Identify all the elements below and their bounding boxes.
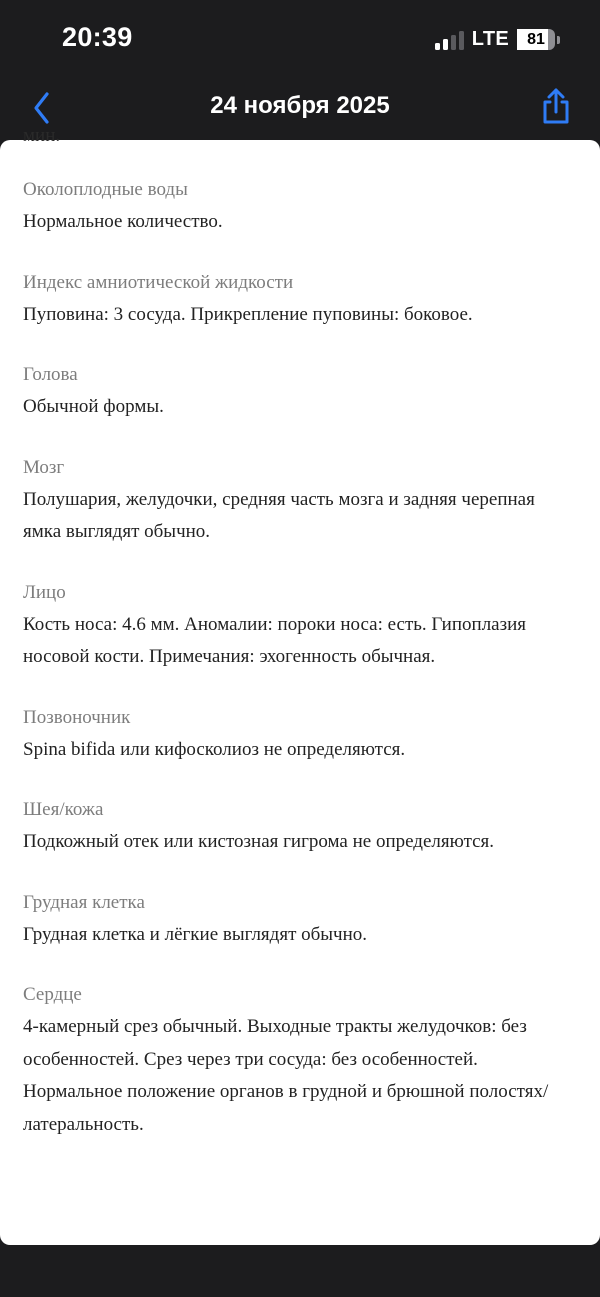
report-content [23, 120, 570, 1169]
section-value: Кость носа: 4.6 мм. Аномалии: пороки носа: есть. Гипоплазия носовой кости. Примечания: эхогенность обычная. [23, 613, 527, 667]
page-title: 24 ноября 2025 [210, 92, 390, 119]
section-value: Нормальное количество. [23, 211, 223, 232]
section-head [23, 359, 570, 424]
section-label: Сердце [23, 984, 82, 1005]
section-value: Подкожный отек или кистозная гигрома не определяются. [23, 831, 495, 852]
section-value: Пуповина: 3 сосуда. Прикрепление пуповины: боковое. [23, 303, 473, 325]
section-label: Околоплодные воды [23, 179, 188, 200]
section-value: 4-камерный срез обычный. Выходные тракты желудочков: без особенностей. Срез через три сосуда: без особенностей. Нормальное положение органов в грудной и брюшной полостях/латеральность. [23, 1016, 549, 1135]
section-label: Индекс амниотической жидкости [23, 271, 294, 293]
section-value: Spina bifida или кифосколиоз не определяются. [23, 738, 406, 760]
section-label: Позвоночник [23, 706, 131, 728]
section-label: Лицо [23, 581, 66, 603]
section-label: Мозг [23, 456, 65, 478]
section-spine [23, 702, 570, 767]
status-time: 20:39 [62, 22, 133, 52]
section-value: Обычной формы. [23, 396, 164, 417]
battery-level: 81 [527, 30, 545, 48]
section-heart [23, 979, 570, 1141]
section-label: Грудная клетка [23, 891, 145, 913]
section-neck-skin [23, 794, 570, 859]
section-amniotic-fluid [23, 174, 570, 239]
status-bar [0, 0, 600, 80]
section-amniotic-index [23, 267, 570, 332]
truncated-text: мин. [23, 125, 61, 146]
cellular-signal-icon [435, 30, 464, 50]
section-value: Грудная клетка и лёгкие выглядят обычно. [23, 923, 368, 945]
section-label: Голова [23, 364, 78, 385]
section-chest [23, 887, 570, 952]
section-face [23, 577, 570, 674]
battery-icon [517, 29, 560, 50]
network-type: LTE [471, 28, 509, 50]
status-indicators [435, 28, 560, 51]
report-sheet[interactable] [0, 125, 600, 1245]
section-brain [23, 452, 570, 549]
section-value: Полушария, желудочки, средняя часть мозга и задняя черепная ямка выглядят обычно. [23, 488, 535, 542]
section-label: Шея/кожа [23, 799, 104, 820]
